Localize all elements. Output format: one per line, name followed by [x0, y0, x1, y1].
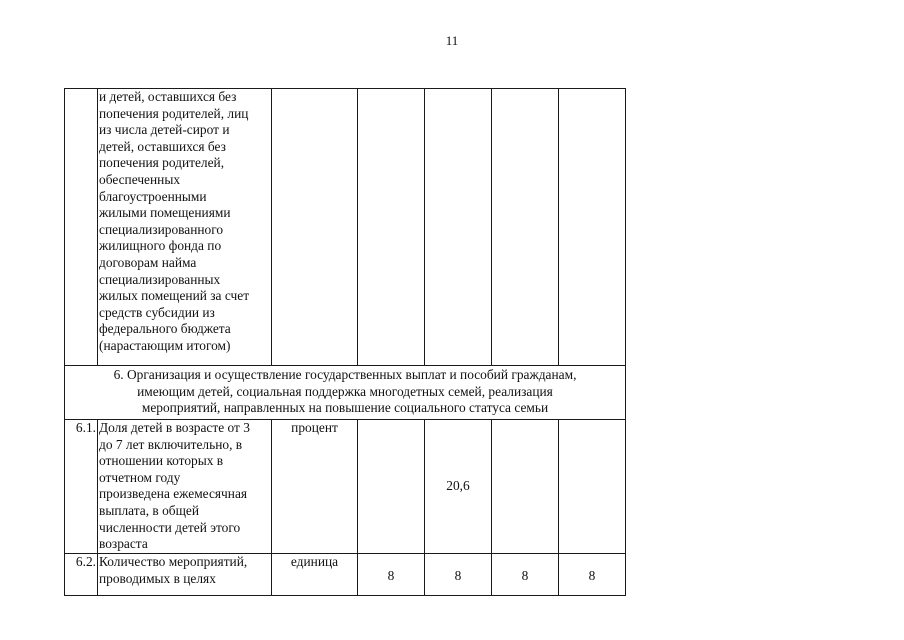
value-cell [358, 89, 425, 366]
page-number: 11 [445, 33, 459, 48]
indicator-name-line: попечения родителей, лиц [99, 105, 249, 121]
indicator-name-line: отчетном году [99, 469, 181, 485]
value-cell [559, 420, 626, 554]
indicator-name-line: численности детей этого [99, 519, 241, 535]
indicator-name-cell [98, 420, 272, 554]
indicator-name-line: (нарастающим итогом) [99, 337, 231, 353]
indicator-name-line: и детей, оставшихся без [99, 89, 237, 104]
section-heading-line: 6. Организация и осуществление государственных выплат и пособий гражданам, [113, 367, 577, 382]
indicator-name-line: Доля детей в возрасте от 3 [99, 420, 250, 435]
indicator-name-line: договорам найма [99, 254, 197, 270]
value-cell [559, 89, 626, 366]
table-row-6-1 [65, 420, 626, 554]
indicator-name-cell [98, 554, 272, 596]
indicator-name-line: из числа детей-сирот и [99, 122, 230, 138]
indicator-name-line: произведена ежемесячная [99, 486, 248, 502]
unit-cell [272, 89, 358, 366]
row-number-cell: 6.1. [65, 420, 98, 554]
indicator-name-line: средств субсидии из [99, 304, 215, 320]
indicators-table [64, 88, 626, 596]
indicator-name-line: жилищного фонда по [99, 238, 222, 254]
indicator-name-line: федерального бюджета [99, 321, 231, 337]
unit-cell: процент [272, 420, 358, 554]
section-heading [65, 366, 626, 420]
indicator-name-line: специализированных [99, 271, 221, 287]
row-number-cell [65, 89, 98, 366]
value-cell: 8 [358, 554, 425, 596]
indicator-name-line: специализированного [99, 221, 224, 237]
value-cell [358, 420, 425, 554]
value-cell: 8 [492, 554, 559, 596]
indicator-name-line: жилыми помещениями [99, 205, 231, 221]
indicator-name-line: благоустроенными [99, 188, 207, 204]
value-cell [425, 89, 492, 366]
row-number-cell: 6.2. [65, 554, 98, 596]
unit-cell: единица [272, 554, 358, 596]
value-cell [492, 89, 559, 366]
section-heading-line: мероприятий, направленных на повышение социального статуса семьи [141, 400, 549, 416]
table-row-continuation [65, 89, 626, 366]
indicator-name-line: проводимых в целях [99, 570, 216, 586]
value-cell: 8 [425, 554, 492, 596]
value-cell: 20,6 [425, 420, 492, 554]
indicator-name-line: обеспеченных [99, 171, 181, 187]
section-heading-line: имеющим детей, социальная поддержка многодетных семей, реализация [137, 383, 553, 399]
table-row-6-2 [65, 554, 626, 596]
indicator-name-line: возраста [99, 536, 148, 552]
indicator-name-line: жилых помещений за счет [99, 288, 250, 304]
indicator-name-line: детей, оставшихся без [99, 138, 226, 154]
value-cell [492, 420, 559, 554]
indicator-name-line: попечения родителей, [99, 155, 225, 171]
indicator-name-cell [98, 89, 272, 366]
value-cell: 8 [559, 554, 626, 596]
indicator-name-line: отношении которых в [99, 453, 224, 469]
indicator-name-line: выплата, в общей [99, 502, 200, 518]
table-row-section-6 [65, 366, 626, 420]
indicator-name-line: Количество мероприятий, [99, 554, 248, 569]
indicator-name-line: до 7 лет включительно, в [99, 436, 243, 452]
